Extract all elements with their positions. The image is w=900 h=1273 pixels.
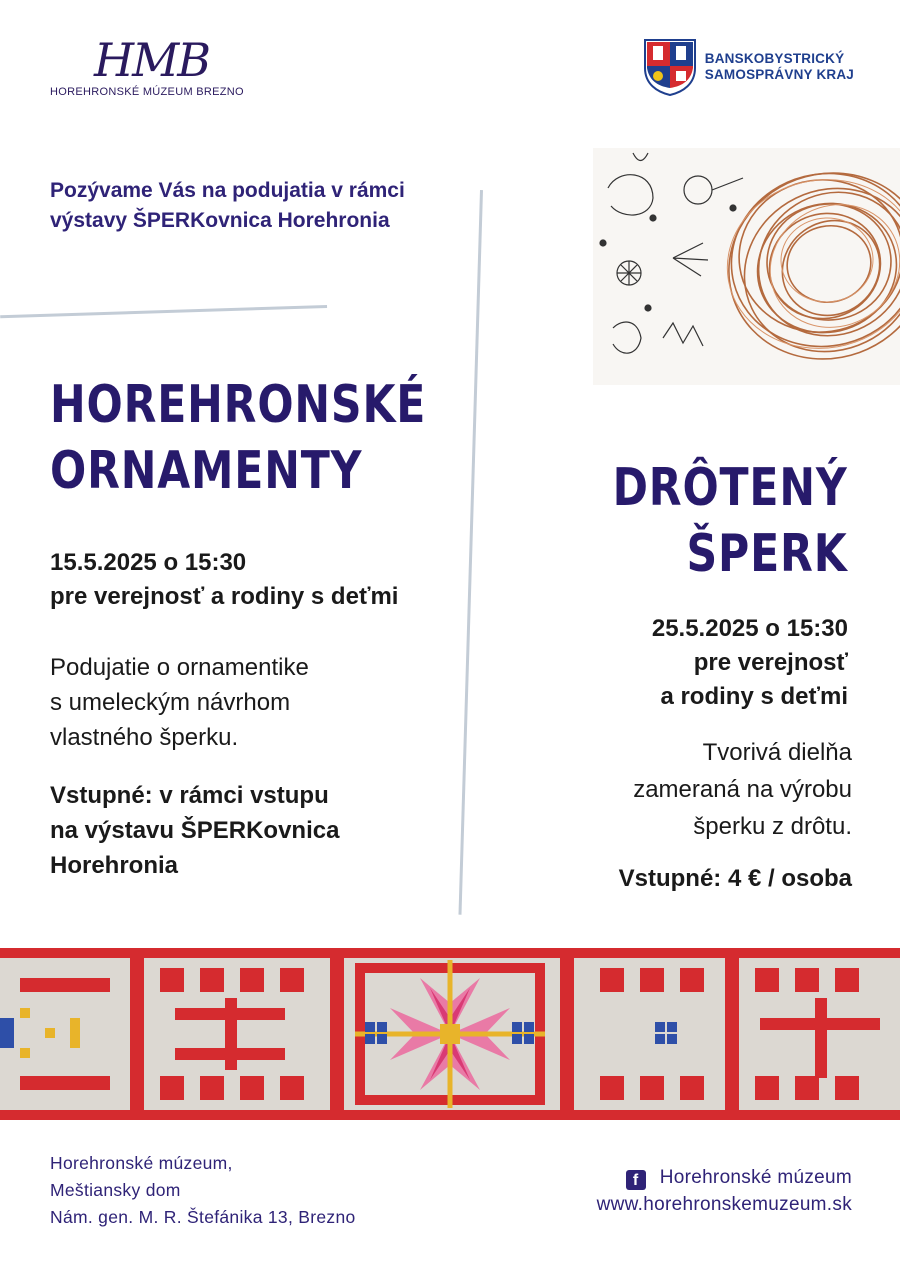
coat-of-arms-icon xyxy=(643,38,697,96)
invitation-line2: výstavy ŠPERKovnica Horehronia xyxy=(50,209,390,232)
facebook-icon: f xyxy=(626,1170,646,1190)
event-right-description-line1: Tvorivá dielňa xyxy=(702,739,852,766)
facebook-link[interactable] xyxy=(597,1164,852,1191)
embroidery-pattern xyxy=(0,948,900,1120)
event-left-fee-line1: Vstupné: v rámci vstupu xyxy=(50,782,329,809)
invitation-text xyxy=(50,176,490,236)
website-link[interactable]: www.horehronskemuzeum.sk xyxy=(596,1194,852,1215)
event-right-description xyxy=(633,734,852,845)
wire-jewelry-illustration xyxy=(593,148,900,385)
region-logo-line2: SAMOSPRÁVNY KRAJ xyxy=(704,67,854,82)
region-logo xyxy=(643,38,854,96)
event-right-audience-line2: a rodiny s deťmi xyxy=(660,683,848,710)
event-left-description xyxy=(50,650,309,755)
event-left-when xyxy=(50,546,398,614)
region-logo-line1: BANSKOBYSTRICKÝ xyxy=(704,51,845,66)
wire-jewelry-photo xyxy=(593,148,900,385)
footer-address xyxy=(50,1150,356,1231)
event-right-title-line1: DRÔTENÝ xyxy=(613,458,848,518)
vertical-divider xyxy=(458,190,483,915)
event-left-title xyxy=(50,372,426,504)
event-left-fee xyxy=(50,778,339,883)
facebook-name: Horehronské múzeum xyxy=(659,1167,852,1188)
event-left-audience: pre verejnosť a rodiny s deťmi xyxy=(50,583,399,610)
event-left-description-line2: s umeleckým návrhom xyxy=(50,689,291,716)
event-right-audience-line1: pre verejnosť xyxy=(693,649,848,676)
footer-address-line3: Nám. gen. M. R. Štefánika 13, Brezno xyxy=(50,1207,356,1227)
event-left-description-line1: Podujatie o ornamentike xyxy=(50,654,309,681)
footer-address-line1: Horehronské múzeum, xyxy=(50,1153,233,1173)
event-left-title-line1: HOREHRONSKÉ xyxy=(50,375,427,435)
footer-address-line2: Meštiansky dom xyxy=(50,1180,181,1200)
museum-logo-subtitle: HOREHRONSKÉ MÚZEUM BREZNO xyxy=(50,86,244,98)
horizontal-divider xyxy=(0,305,327,318)
event-left-date: 15.5.2025 o 15:30 xyxy=(50,549,247,576)
event-left-fee-line2: na výstavu ŠPERKovnica xyxy=(50,817,340,844)
invitation-line1: Pozývame Vás na podujatia v rámci xyxy=(50,179,405,202)
event-right-fee: Vstupné: 4 € / osoba xyxy=(618,865,852,892)
event-right-description-line2: zameraná na výrobu xyxy=(633,776,852,803)
event-right-description-line3: šperku z drôtu. xyxy=(693,813,852,840)
event-left-fee-line3: Horehronia xyxy=(50,852,179,879)
embroidery-photo xyxy=(0,948,900,1120)
footer-contact xyxy=(597,1164,852,1218)
event-right-when xyxy=(652,612,848,714)
event-right-title xyxy=(613,455,848,587)
event-right-date: 25.5.2025 o 15:30 xyxy=(651,615,848,642)
museum-logo-mark: HMB xyxy=(94,33,210,87)
museum-logo xyxy=(50,34,250,98)
event-left-description-line3: vlastného šperku. xyxy=(50,724,239,751)
event-right-title-line2: ŠPERK xyxy=(686,524,848,584)
event-left-title-line2: ORNAMENTY xyxy=(50,441,363,501)
